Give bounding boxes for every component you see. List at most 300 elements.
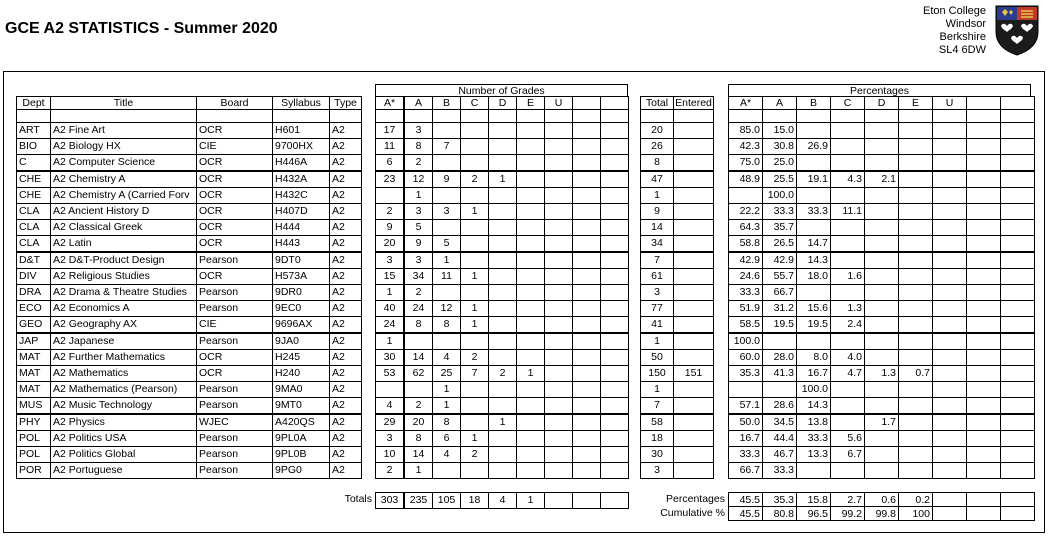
cell-board: CIE (196, 316, 273, 333)
grade-count-cell (600, 365, 629, 382)
grade-count-cell: 1 (516, 365, 545, 382)
percentage-cell (830, 397, 865, 414)
cell-board: OCR (196, 171, 273, 188)
percentage-cell (864, 381, 899, 398)
grade-count-cell: 9 (404, 235, 433, 252)
total-cell: 1 (640, 187, 674, 204)
percentage-cell (966, 349, 1001, 366)
cell-title: A2 Geography AX (50, 316, 197, 333)
percentage-cell (864, 349, 899, 366)
entered-cell (673, 122, 714, 139)
summary-percentage-cell (932, 492, 967, 507)
address-line: SL4 6DW (938, 44, 986, 56)
cell-type: A2 (329, 462, 362, 479)
percentage-cell (966, 268, 1001, 285)
grade-count-cell (600, 333, 629, 350)
grade-count-cell: 1 (375, 333, 404, 350)
totals-cell (544, 492, 573, 509)
grade-count-cell: 2 (488, 365, 517, 382)
percentage-cell (1000, 219, 1035, 236)
grade-count-cell: 4 (432, 446, 461, 463)
percentage-cell: 24.6 (728, 268, 763, 285)
cell-board: Pearson (196, 284, 273, 301)
percentage-cell (830, 138, 865, 155)
cell-dept: GEO (16, 316, 51, 333)
percentage-cell (898, 381, 933, 398)
grade-count-cell: 2 (375, 462, 404, 479)
totals-cell: 18 (460, 492, 489, 509)
grade-count-cell (600, 300, 629, 317)
grade-count-cell: 1 (488, 171, 517, 188)
percentage-cell (932, 122, 967, 139)
percentage-cell (830, 122, 865, 139)
grade-count-cell (572, 235, 601, 252)
grade-count-cell: 1 (460, 316, 489, 333)
grade-count-cell (572, 462, 601, 479)
grade-count-cell (544, 414, 573, 431)
cell-title: A2 Computer Science (50, 154, 197, 171)
percentage-cell: 8.0 (796, 349, 831, 366)
grade-count-cell (544, 252, 573, 269)
percentage-cell (864, 252, 899, 269)
grade-count-cell: 11 (432, 268, 461, 285)
percentage-cell (898, 154, 933, 171)
percentage-column-header: B (796, 96, 831, 110)
grade-count-cell (600, 203, 629, 220)
grade-count-cell (488, 122, 517, 139)
grade-count-cell (488, 219, 517, 236)
grade-count-cell: 1 (404, 462, 433, 479)
percentage-cell (864, 138, 899, 155)
column-header-total: Total (640, 96, 674, 110)
grade-column-header: B (432, 96, 461, 110)
total-cell: 3 (640, 462, 674, 479)
percentage-cell: 35.7 (762, 219, 797, 236)
college-crest-icon (994, 4, 1040, 56)
total-cell: 14 (640, 219, 674, 236)
grade-count-cell (516, 414, 545, 431)
grade-count-cell (375, 381, 404, 398)
percentage-cell (898, 349, 933, 366)
entered-cell (673, 138, 714, 155)
column-header-syllabus: Syllabus (272, 96, 330, 110)
cell-title: A2 Drama & Theatre Studies (50, 284, 197, 301)
cell-dept: ECO (16, 300, 51, 317)
total-cell: 50 (640, 349, 674, 366)
cell-title: A2 D&T-Product Design (50, 252, 197, 269)
percentage-cell (966, 122, 1001, 139)
grade-count-cell (600, 154, 629, 171)
percentage-cell (898, 300, 933, 317)
grade-count-cell (460, 219, 489, 236)
grade-count-cell (600, 268, 629, 285)
cumulative-percentage-cell: 99.2 (830, 506, 865, 521)
grade-count-cell (460, 187, 489, 204)
percentage-cell (1000, 122, 1035, 139)
percentage-cell (864, 284, 899, 301)
percentage-cell (830, 252, 865, 269)
percentage-cell (1000, 154, 1035, 171)
percentage-cell (898, 333, 933, 350)
cell-title: A2 Chemistry A (50, 171, 197, 188)
grade-count-cell: 3 (375, 430, 404, 447)
cell-syllabus: 9DR0 (272, 284, 330, 301)
grade-count-cell (544, 203, 573, 220)
percentage-cell: 15.0 (762, 122, 797, 139)
cell-type: A2 (329, 397, 362, 414)
entered-cell (673, 154, 714, 171)
percentage-cell: 14.3 (796, 252, 831, 269)
cell-dept: CLA (16, 203, 51, 220)
grade-count-cell: 6 (432, 430, 461, 447)
entered-cell (673, 446, 714, 463)
percentage-column-header: A (762, 96, 797, 110)
percentage-cell (830, 381, 865, 398)
cell-syllabus: 9PL0A (272, 430, 330, 447)
grade-count-cell (544, 381, 573, 398)
entered-cell (673, 381, 714, 398)
grade-count-cell: 2 (460, 171, 489, 188)
percentage-cell: 28.0 (762, 349, 797, 366)
percentage-cell: 42.3 (728, 138, 763, 155)
spacer-cell (432, 109, 461, 123)
cell-syllabus: 9700HX (272, 138, 330, 155)
address-line: Windsor (945, 18, 986, 30)
total-cell: 3 (640, 284, 674, 301)
grade-count-cell (572, 446, 601, 463)
cell-syllabus: A420QS (272, 414, 330, 431)
entered-cell (673, 252, 714, 269)
cell-dept: CHE (16, 187, 51, 204)
cumulative-label: Cumulative % (660, 507, 725, 519)
grade-count-cell (516, 252, 545, 269)
grade-count-cell: 12 (404, 171, 433, 188)
percentage-cell (932, 414, 967, 431)
grade-count-cell: 3 (404, 122, 433, 139)
cell-title: A2 Mathematics (Pearson) (50, 381, 197, 398)
percentage-cell (898, 187, 933, 204)
percentage-cell (898, 284, 933, 301)
grade-count-cell (572, 284, 601, 301)
percentage-cell (966, 430, 1001, 447)
percentage-cell (932, 300, 967, 317)
spacer-cell (329, 109, 362, 123)
grade-count-cell (600, 381, 629, 398)
cell-type: A2 (329, 333, 362, 350)
cell-title: A2 Portuguese (50, 462, 197, 479)
totals-cell: 303 (375, 492, 404, 509)
entered-cell (673, 284, 714, 301)
grade-count-cell (544, 138, 573, 155)
percentage-cell (1000, 381, 1035, 398)
grade-count-cell (572, 397, 601, 414)
cell-type: A2 (329, 349, 362, 366)
grade-count-cell: 14 (404, 446, 433, 463)
percentage-cell (1000, 138, 1035, 155)
percentage-cell (1000, 187, 1035, 204)
percentage-cell (966, 365, 1001, 382)
cell-type: A2 (329, 446, 362, 463)
column-header-board: Board (196, 96, 273, 110)
grade-count-cell (544, 219, 573, 236)
total-cell: 41 (640, 316, 674, 333)
grade-count-cell: 15 (375, 268, 404, 285)
cell-board: OCR (196, 219, 273, 236)
grade-count-cell: 40 (375, 300, 404, 317)
percentage-cell: 42.9 (762, 252, 797, 269)
grade-count-cell (516, 316, 545, 333)
grade-count-cell: 1 (460, 300, 489, 317)
grade-count-cell (572, 316, 601, 333)
grade-count-cell (600, 235, 629, 252)
cell-dept: MAT (16, 349, 51, 366)
grade-count-cell (488, 430, 517, 447)
percentage-cell: 44.4 (762, 430, 797, 447)
percentage-cell (864, 462, 899, 479)
cell-syllabus: H407D (272, 203, 330, 220)
summary-percentage-cell (1000, 492, 1035, 507)
percentage-cell (1000, 203, 1035, 220)
grade-count-cell: 34 (404, 268, 433, 285)
grade-count-cell: 10 (375, 446, 404, 463)
percentage-cell: 26.9 (796, 138, 831, 155)
percentage-cell: 2.4 (830, 316, 865, 333)
spacer-cell (898, 109, 933, 123)
totals-cell: 4 (488, 492, 517, 509)
grade-column-header (572, 96, 601, 110)
percentage-cell (932, 381, 967, 398)
percentage-cell (728, 187, 763, 204)
spacer-cell (932, 109, 967, 123)
page-title: GCE A2 STATISTICS - Summer 2020 (5, 20, 278, 37)
cell-board: Pearson (196, 462, 273, 479)
grade-count-cell (600, 252, 629, 269)
total-cell: 47 (640, 171, 674, 188)
cell-syllabus: H573A (272, 268, 330, 285)
grade-count-cell (600, 171, 629, 188)
grade-column-header: A (404, 96, 433, 110)
percentage-cell: 4.7 (830, 365, 865, 382)
percentage-cell (898, 446, 933, 463)
percentage-cell (932, 446, 967, 463)
grade-count-cell (488, 381, 517, 398)
grades-group-header: Number of Grades (375, 84, 628, 97)
grade-count-cell (460, 333, 489, 350)
percentage-cell (796, 284, 831, 301)
cell-syllabus: H444 (272, 219, 330, 236)
spacer-cell (404, 109, 433, 123)
percentage-column-header: A* (728, 96, 763, 110)
grade-count-cell (432, 284, 461, 301)
percentage-column-header: D (864, 96, 899, 110)
cell-board: OCR (196, 268, 273, 285)
cumulative-percentage-cell: 96.5 (796, 506, 831, 521)
percentage-cell (898, 268, 933, 285)
cell-type: A2 (329, 235, 362, 252)
grade-count-cell (460, 414, 489, 431)
grade-count-cell (488, 316, 517, 333)
cell-title: A2 Music Technology (50, 397, 197, 414)
cumulative-percentage-cell: 45.5 (728, 506, 763, 521)
cell-board: OCR (196, 235, 273, 252)
cell-dept: CLA (16, 219, 51, 236)
grade-count-cell (600, 462, 629, 479)
grade-column-header: U (544, 96, 573, 110)
cell-dept: C (16, 154, 51, 171)
cell-dept: POL (16, 430, 51, 447)
spacer-cell (966, 109, 1001, 123)
grade-count-cell (600, 122, 629, 139)
percentage-cell (1000, 365, 1035, 382)
cell-title: A2 Biology HX (50, 138, 197, 155)
spacer-cell (600, 109, 629, 123)
cell-type: A2 (329, 203, 362, 220)
entered-cell: 151 (673, 365, 714, 382)
cell-dept: D&T (16, 252, 51, 269)
grade-count-cell: 4 (432, 349, 461, 366)
percentage-cell (966, 171, 1001, 188)
grade-column-header: D (488, 96, 517, 110)
percentage-cell: 18.0 (796, 268, 831, 285)
cell-dept: DIV (16, 268, 51, 285)
percentage-cell: 25.0 (762, 154, 797, 171)
grade-count-cell (516, 219, 545, 236)
grade-count-cell (516, 284, 545, 301)
cumulative-percentage-cell: 80.8 (762, 506, 797, 521)
percentage-cell (932, 187, 967, 204)
grade-count-cell (572, 414, 601, 431)
grade-count-cell (544, 430, 573, 447)
grade-count-cell: 7 (432, 138, 461, 155)
grade-count-cell (432, 122, 461, 139)
totals-label: Totals (344, 493, 372, 505)
percentage-cell (762, 333, 797, 350)
grade-count-cell (516, 397, 545, 414)
percentage-cell (898, 414, 933, 431)
percentage-cell: 1.3 (830, 300, 865, 317)
percentage-cell (864, 203, 899, 220)
cell-dept: JAP (16, 333, 51, 350)
address-line: Berkshire (939, 31, 986, 43)
percentage-cell (932, 462, 967, 479)
grade-count-cell: 8 (432, 316, 461, 333)
total-cell: 7 (640, 397, 674, 414)
column-header-entered: Entered (673, 96, 714, 110)
grade-count-cell (488, 333, 517, 350)
cell-syllabus: 9EC0 (272, 300, 330, 317)
percentage-cell (830, 284, 865, 301)
percentage-cell: 0.7 (898, 365, 933, 382)
cell-type: A2 (329, 122, 362, 139)
percentage-cell (932, 333, 967, 350)
total-cell: 30 (640, 446, 674, 463)
grade-count-cell (404, 381, 433, 398)
percentage-cell: 16.7 (728, 430, 763, 447)
grade-count-cell: 8 (432, 414, 461, 431)
grade-count-cell (460, 235, 489, 252)
cell-dept: PHY (16, 414, 51, 431)
grade-count-cell: 20 (404, 414, 433, 431)
grade-column-header: C (460, 96, 489, 110)
entered-cell (673, 235, 714, 252)
cell-title: A2 Economics A (50, 300, 197, 317)
percentage-cell: 15.6 (796, 300, 831, 317)
entered-cell (673, 203, 714, 220)
grade-count-cell: 8 (404, 316, 433, 333)
grade-count-cell (488, 462, 517, 479)
percentage-cell (898, 397, 933, 414)
percentage-cell: 6.7 (830, 446, 865, 463)
percentage-cell (1000, 414, 1035, 431)
grade-count-cell (432, 154, 461, 171)
entered-cell (673, 349, 714, 366)
percentage-cell (898, 252, 933, 269)
cell-syllabus: H446A (272, 154, 330, 171)
cell-title: A2 Chemistry A (Carried Forv (50, 187, 197, 204)
cell-dept: POR (16, 462, 51, 479)
grade-count-cell: 24 (375, 316, 404, 333)
percentage-cell (864, 235, 899, 252)
percentage-cell: 4.0 (830, 349, 865, 366)
grade-count-cell (544, 446, 573, 463)
percentages-group-header: Percentages (728, 84, 1031, 97)
percentage-cell: 1.7 (864, 414, 899, 431)
percentage-cell (966, 462, 1001, 479)
percentage-column-header: U (932, 96, 967, 110)
percentage-cell (966, 381, 1001, 398)
total-cell: 9 (640, 203, 674, 220)
grade-count-cell (432, 219, 461, 236)
grade-count-cell: 2 (375, 203, 404, 220)
percentage-cell (1000, 268, 1035, 285)
summary-percentage-cell: 0.2 (898, 492, 933, 507)
grade-count-cell: 12 (432, 300, 461, 317)
percentage-column-header (1000, 96, 1035, 110)
grade-count-cell (516, 300, 545, 317)
grade-count-cell (488, 300, 517, 317)
grade-count-cell: 29 (375, 414, 404, 431)
grade-count-cell (600, 187, 629, 204)
cell-dept: MUS (16, 397, 51, 414)
percentage-cell: 60.0 (728, 349, 763, 366)
grade-count-cell: 1 (488, 414, 517, 431)
cumulative-percentage-cell (966, 506, 1001, 521)
grade-count-cell: 1 (432, 252, 461, 269)
percentage-cell: 42.9 (728, 252, 763, 269)
cell-syllabus: 9MT0 (272, 397, 330, 414)
percentage-cell: 14.7 (796, 235, 831, 252)
percentage-cell (1000, 316, 1035, 333)
spacer-cell (272, 109, 330, 123)
percentage-cell (796, 219, 831, 236)
percentage-cell: 31.2 (762, 300, 797, 317)
grade-count-cell (488, 397, 517, 414)
grade-count-cell (516, 333, 545, 350)
percentage-cell (1000, 171, 1035, 188)
cumulative-percentage-cell (932, 506, 967, 521)
grade-count-cell: 2 (404, 284, 433, 301)
grade-count-cell (375, 187, 404, 204)
percentage-cell (932, 154, 967, 171)
cell-board: Pearson (196, 252, 273, 269)
grade-count-cell (600, 316, 629, 333)
percentage-cell (864, 187, 899, 204)
percentage-cell (864, 122, 899, 139)
grade-count-cell (404, 333, 433, 350)
grade-count-cell (460, 381, 489, 398)
percentage-cell (830, 462, 865, 479)
grade-count-cell: 2 (460, 446, 489, 463)
